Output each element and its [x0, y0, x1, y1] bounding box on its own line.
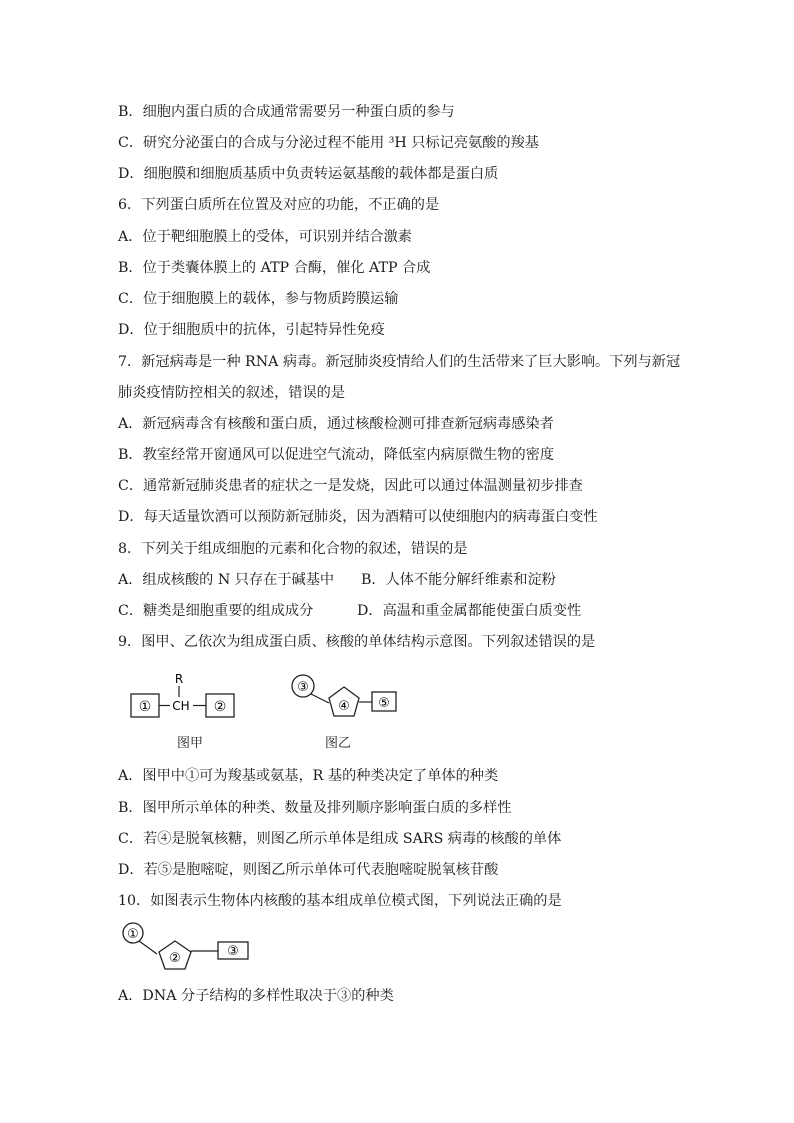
r-group-label: R — [174, 672, 184, 686]
q8-option-d: D．高温和重金属都能使蛋白质变性 — [357, 603, 582, 619]
q7-option-d: D．每天适量饮酒可以预防新冠肺炎，因为酒精可以使细胞内的病毒蛋白变性 — [118, 509, 598, 525]
q7-option-c: C．通常新冠肺炎患者的症状之一是发烧，因此可以通过体温测量初步排查 — [118, 478, 583, 494]
q6-option-c: C．位于细胞膜上的载体，参与物质跨膜运输 — [118, 291, 399, 307]
q9-figure-yi-caption: 图乙 — [325, 736, 352, 751]
q6-stem: 6．下列蛋白质所在位置及对应的功能，不正确的是 — [118, 197, 440, 213]
q9-figure-jia-caption: 图甲 — [177, 736, 204, 751]
q9-option-d: D．若⑤是胞嘧啶，则图乙所示单体可代表胞嘧啶脱氧核苷酸 — [118, 862, 499, 878]
q7-stem-line2: 肺炎疫情防控相关的叙述，错误的是 — [118, 385, 346, 401]
q10-option-a: A．DNA 分子结构的多样性取决于③的种类 — [118, 988, 394, 1004]
sugar-label: ② — [169, 951, 181, 966]
phosphate-label: ① — [127, 927, 139, 942]
q7-option-a: A．新冠病毒含有核酸和蛋白质，通过核酸检测可排查新冠病毒感染者 — [118, 416, 554, 432]
q8-option-a: A．组成核酸的 N 只存在于碱基中 — [118, 572, 335, 588]
q5-option-c: C．研究分泌蛋白的合成与分泌过程不能用 ³H 只标记亮氨酸的羧基 — [118, 135, 539, 151]
bond-phosphate-sugar — [311, 694, 329, 703]
q8-option-c: C．糖类是细胞重要的组成成分 — [118, 603, 314, 619]
q8-option-b: B．人体不能分解纤维素和淀粉 — [361, 572, 556, 588]
box-1-label: ① — [138, 699, 152, 715]
base-label: ⑤ — [378, 696, 390, 711]
q9-stem: 9．图甲、乙依次为组成蛋白质、核酸的单体结构示意图。下列叙述错误的是 — [118, 634, 596, 650]
box-2-label: ② — [213, 699, 227, 715]
q5-option-b: B．细胞内蛋白质的合成通常需要另一种蛋白质的参与 — [118, 104, 455, 120]
q9-figure-yi — [288, 672, 403, 728]
ch-label: CH — [172, 699, 190, 713]
q9-option-c: C．若④是脱氧核糖，则图乙所示单体是组成 SARS 病毒的核酸的单体 — [118, 831, 562, 847]
phosphate-label: ③ — [297, 680, 309, 695]
q8-stem: 8．下列关于组成细胞的元素和化合物的叙述，错误的是 — [118, 541, 468, 557]
q7-option-b: B．教室经常开窗通风可以促进空气流动，降低室内病原微生物的密度 — [118, 447, 555, 463]
q6-option-d: D．位于细胞质中的抗体，引起特异性免疫 — [118, 322, 385, 338]
q10-stem: 10．如图表示生物体内核酸的基本组成单位模式图，下列说法正确的是 — [118, 893, 562, 909]
q7-stem-line1: 7．新冠病毒是一种 RNA 病毒。新冠肺炎疫情给人们的生活带来了巨大影响。下列与新冠 — [118, 354, 681, 370]
q6-option-a: A．位于靶细胞膜上的受体，可识别并结合激素 — [118, 229, 412, 245]
q6-option-b: B．位于类囊体膜上的 ATP 合酶，催化 ATP 合成 — [118, 260, 431, 276]
bond-phosphate-sugar — [139, 941, 157, 954]
q10-figure — [118, 922, 258, 972]
q9-figure-jia — [128, 670, 248, 728]
q9-option-b: B．图甲所示单体的种类、数量及排列顺序影响蛋白质的多样性 — [118, 800, 512, 816]
sugar-label: ④ — [338, 699, 350, 714]
q9-option-a: A．图甲中①可为羧基或氨基，R 基的种类决定了单体的种类 — [118, 768, 499, 784]
q5-option-d: D．细胞膜和细胞质基质中负责转运氨基酸的载体都是蛋白质 — [118, 166, 499, 182]
base-label: ③ — [227, 944, 239, 959]
